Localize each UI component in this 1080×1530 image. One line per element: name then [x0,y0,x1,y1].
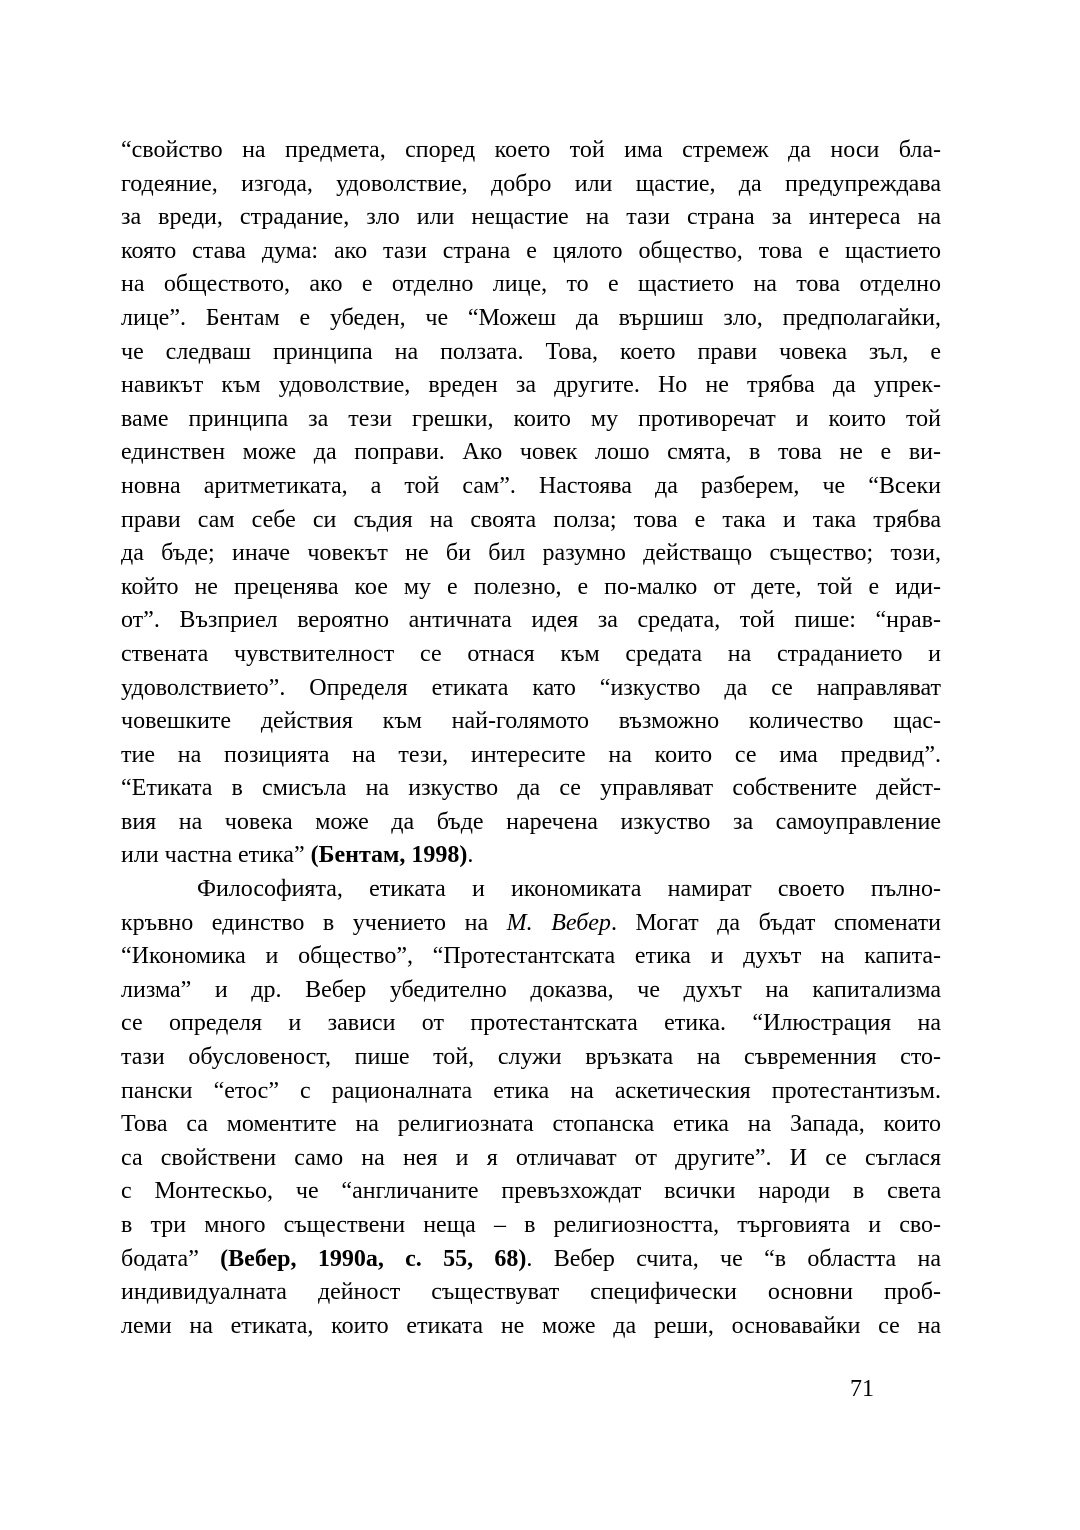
text-line [121,369,941,403]
text-segment: тази обусловеност, пише той, служи връзката на съвременния сто- [121,1044,941,1071]
text-segment: . Могат да бъдат споменати [610,909,941,936]
text-segment: годеяние, изгода, удоволствие, добро или щастие, да предупреждава [121,170,941,197]
text-line [121,1175,941,1209]
text-line [121,302,941,336]
text-segment: от”. Възприел вероятно античната идея за средата, той пише: “нрав- [121,607,941,634]
text-segment: Това са моментите на религиозната стопанска етика на Запада, които [121,1111,941,1138]
text-line [121,1276,941,1310]
text-line [121,974,941,1008]
text-segment: тие на позицията на тези, интересите на които се има предвид”. [121,741,941,768]
text-block [121,134,941,1343]
text-segment: бодата” [121,1245,221,1272]
text-segment: лице”. Бентам е убеден, че “Можеш да вършиш зло, предполагайки, [121,304,941,331]
text-line [121,201,941,235]
text-segment: ствената чувствителност се отнася към средата на страданието и [121,640,941,667]
text-line [121,638,941,672]
text-line [121,336,941,370]
text-segment: се определя и зависи от протестантската етика. “Илюстрация на [121,1010,941,1037]
text-segment: човешките действия към най-голямото възможно количество щас- [121,708,941,735]
text-segment: са свойствени само на нея и я отличават от другите”. И се съглася [121,1144,941,1171]
text-line [121,739,941,773]
text-line [121,436,941,470]
text-line [121,1142,941,1176]
text-line [121,1075,941,1109]
text-segment: да бъде; иначе човекът не би бил разумно действащо същество; този, [121,540,941,567]
text-segment: “Етиката в смисъла на изкуство да се управляват собствените дейст- [121,775,941,802]
page-number: 71 [850,1376,874,1402]
citation-bold: (Вебер, 1990а, с. 55, 68) [220,1245,527,1272]
text-segment: индивидуалната дейност съществуват специфически основни проб- [121,1279,941,1306]
text-segment: единствен може да поправи. Ако човек лошо смята, в това не е ви- [121,439,941,466]
text-line [121,806,941,840]
text-line [121,705,941,739]
text-line [121,839,941,873]
text-segment: ваме принципа за тези грешки, които му противоречат и които той [121,405,941,432]
text-line [121,1209,941,1243]
text-segment: прави сам себе си съдия на своята полза; това е така и така трябва [121,506,941,533]
text-segment: “свойство на предмета, според което той има стремеж да носи бла- [121,137,941,163]
text-line [121,537,941,571]
text-segment: новна аритметиката, а той сам”. Настоява да разберем, че “Всеки [121,472,941,499]
text-segment: в три много съществени неща – в религиозността, търговията и сво- [121,1212,941,1238]
text-segment: . [467,842,474,869]
text-segment: за вреди, страдание, зло или нещастие на тази страна за интереса на [121,204,941,231]
text-line [121,1007,941,1041]
text-line [121,1243,941,1277]
text-line [121,571,941,605]
text-segment: . Вебер счита, че “в областта на [526,1245,942,1272]
text-segment: удоволствието”. Определя етиката като “изкуство да се направляват [121,674,941,701]
text-segment: пански “етос” с рационалната етика на аскетическия протестантизъм. [121,1077,941,1104]
text-line [121,268,941,302]
text-line [121,940,941,974]
text-segment: “Икономика и общество”, “Протестантската етика и духът на капита- [121,943,941,970]
text-line [121,403,941,437]
text-segment: или частна етика” [121,842,311,869]
text-line [121,168,941,202]
text-segment: кръвно единство в учението на [121,909,507,936]
text-line [121,604,941,638]
text-segment: лизма” и др. Вебер убедително доказва, че духът на капитализма [121,976,941,1003]
text-segment: леми на етиката, които етиката не може да реши, основавайки се на [121,1312,941,1339]
text-line [121,470,941,504]
text-line [121,1310,941,1344]
text-line [121,1108,941,1142]
text-line [121,504,941,538]
text-segment: на обществото, ако е отделно лице, то е щастието на това отделно [121,271,941,298]
text-line [121,772,941,806]
text-segment: вия на човека може да бъде наречена изкуство за самоуправление [121,808,941,835]
citation-bold: (Бентам, 1998) [310,842,468,869]
text-segment: Философията, етиката и икономиката намират своето пълно- [197,876,941,903]
emphasis-italic: М. Вебер [506,909,611,936]
text-segment: която става дума: ако тази страна е цялото общество, това е щастието [121,237,941,264]
text-line [121,235,941,269]
text-line [121,873,941,907]
text-segment: че следваш принципа на ползата. Това, което прави човека зъл, е [121,338,941,365]
text-line [121,134,941,168]
text-line [121,1041,941,1075]
text-line [121,672,941,706]
text-segment: навикът към удоволствие, вреден за другите. Но не трябва да упрек- [121,372,941,399]
text-segment: който не преценява кое му е полезно, е по-малко от дете, той е иди- [121,573,941,600]
text-line [121,907,941,941]
text-segment: с Монтескьо, че “англичаните превъзхождат всички народи в света [121,1178,941,1205]
